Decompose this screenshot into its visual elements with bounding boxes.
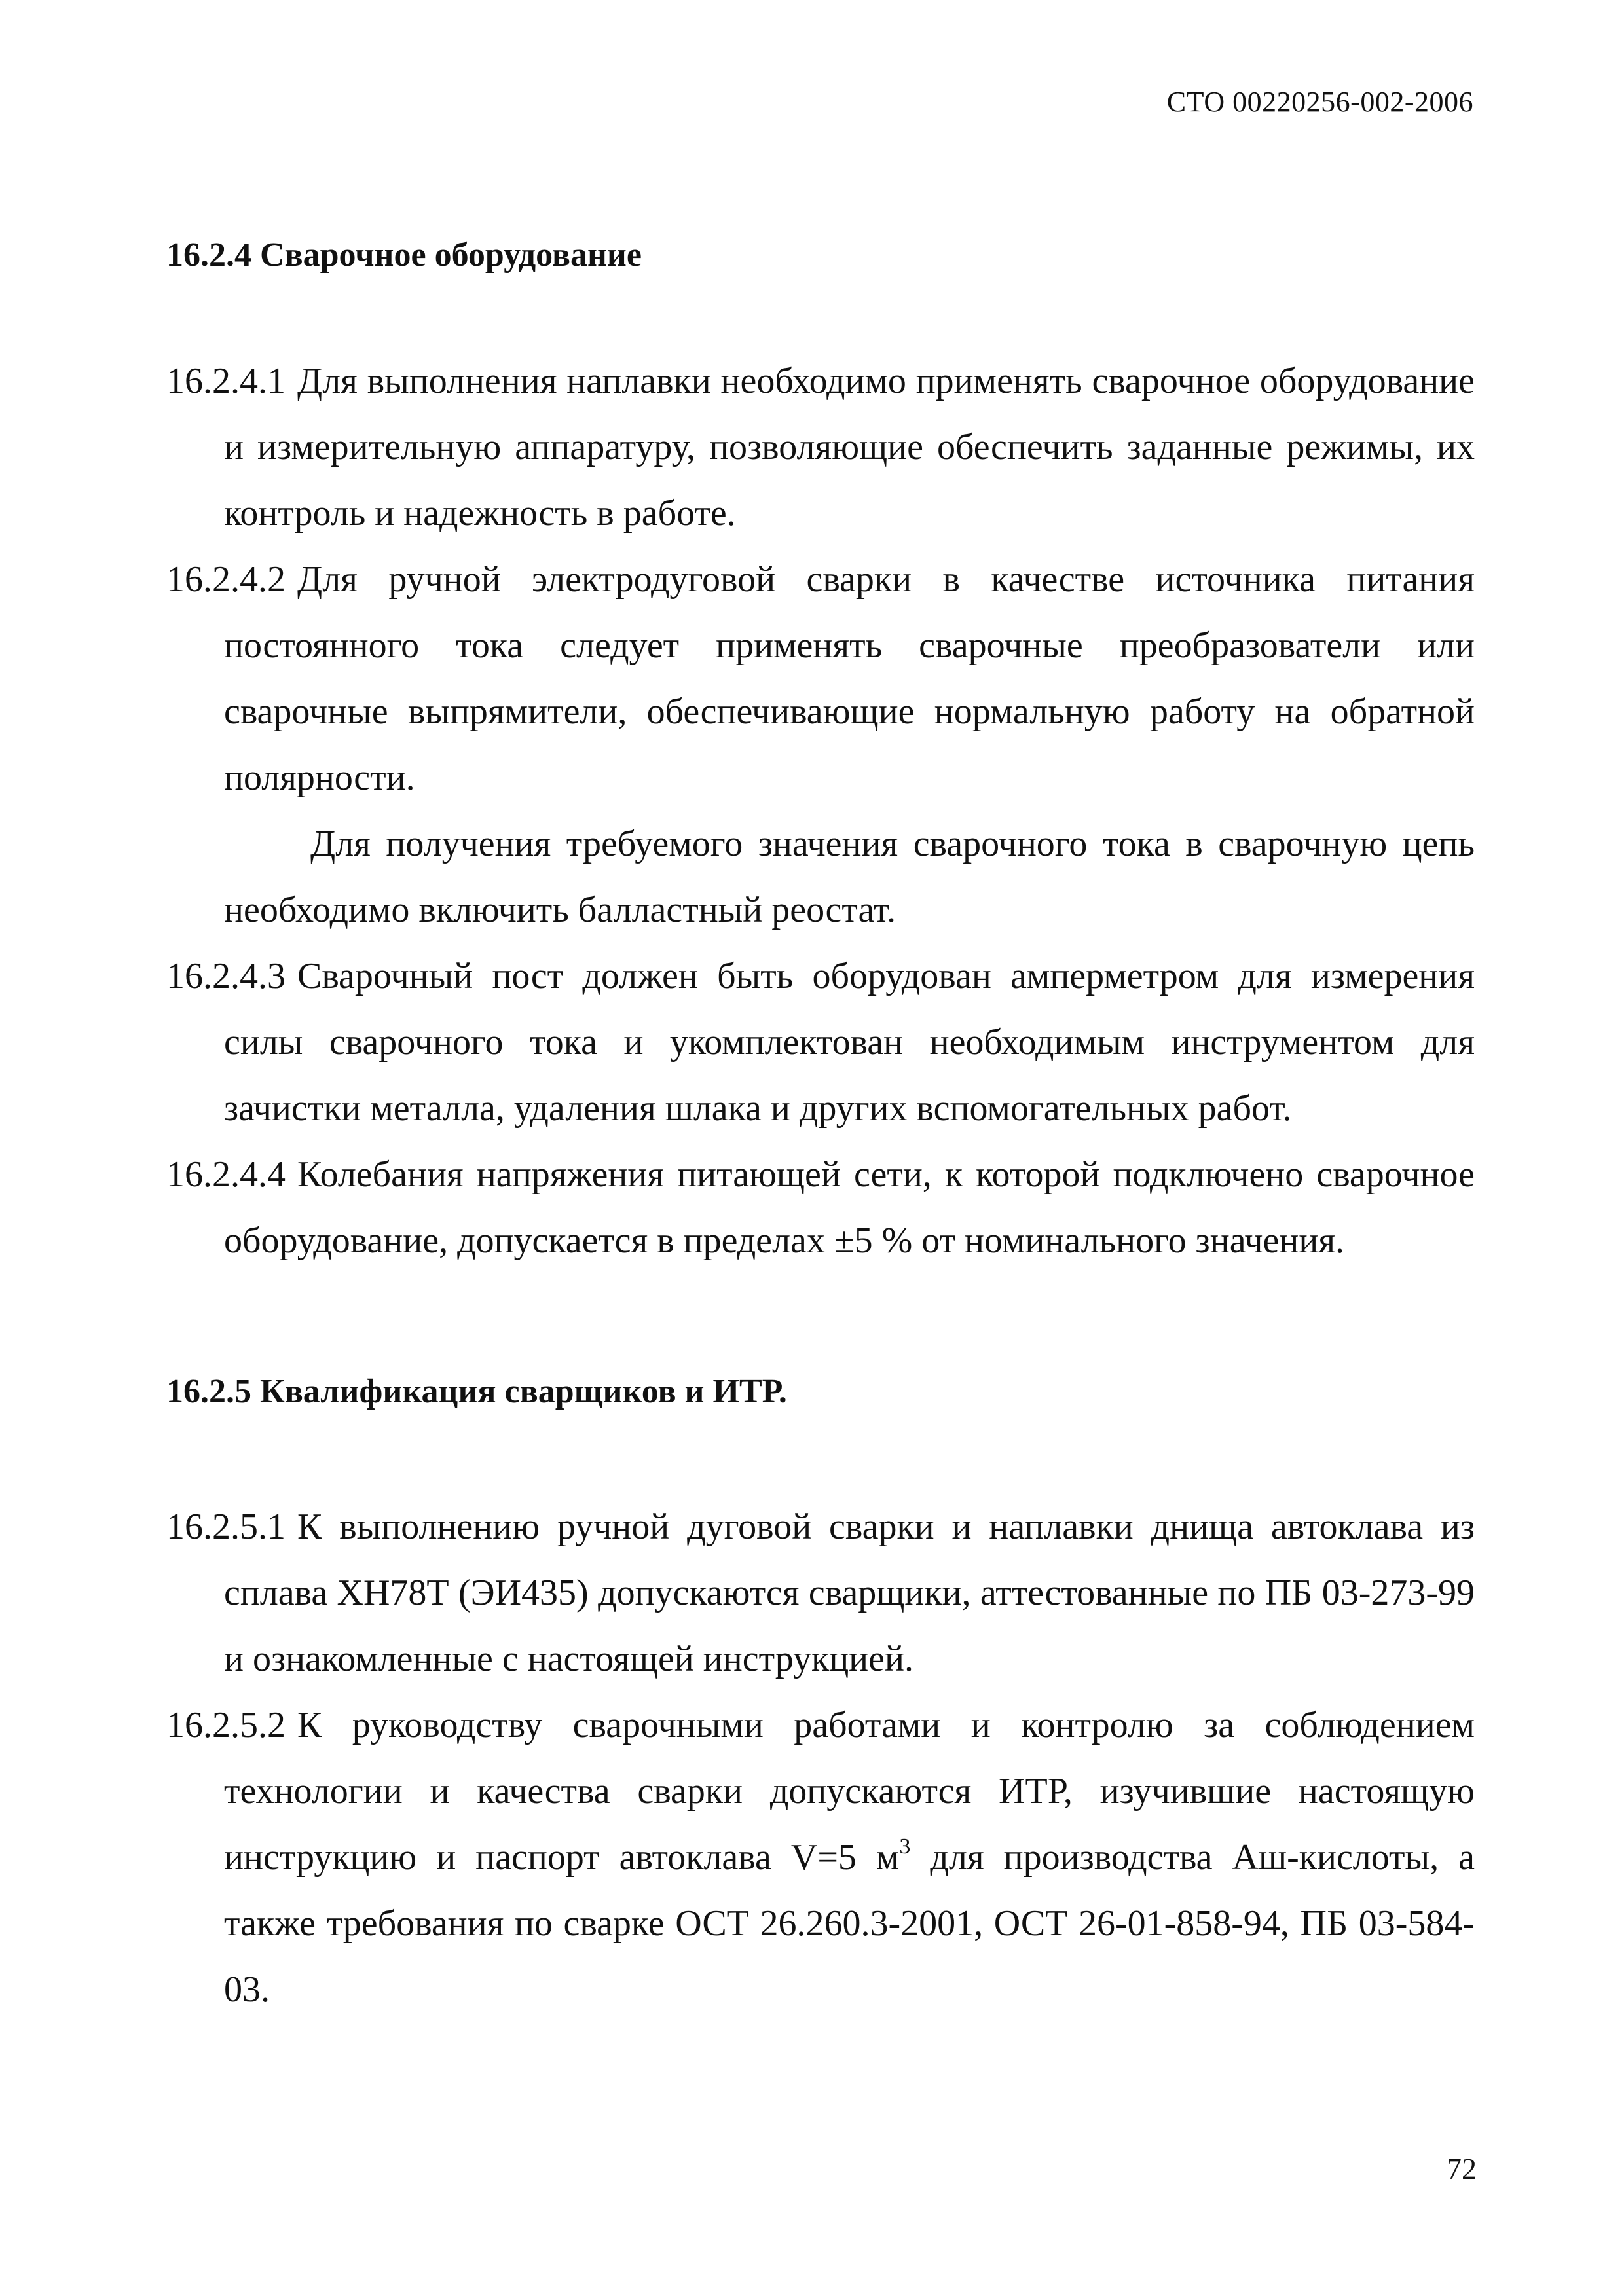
clause-text: К выполнению ручной дуговой сварки и наплавки днища автоклава из сплава ХН78Т (ЭИ435) допускаются сварщики, аттестованные по ПБ 03-273-99 и ознакомленные с настоящей инструкцией. bbox=[224, 1506, 1475, 1679]
clause-16-2-4-2 bbox=[166, 547, 1475, 811]
clause-16-2-4-4 bbox=[166, 1142, 1475, 1274]
clause-number: 16.2.4.1 bbox=[166, 361, 286, 401]
clause-16-2-4-1 bbox=[166, 348, 1475, 547]
page-number: 72 bbox=[1447, 2152, 1477, 2185]
document-code: СТО 00220256-002-2006 bbox=[1166, 86, 1473, 118]
clause-number: 16.2.4.3 bbox=[166, 956, 286, 996]
paragraph-ballast-rheostat: Для получения требуемого значения сварочного тока в сварочную цепь необходимо включить балластный реостат. bbox=[224, 824, 1475, 930]
document-body bbox=[166, 223, 1475, 2023]
clause-text: Для выполнения наплавки необходимо применять сварочное оборудование и измерительную аппаратуру, позволяющие обеспечить заданные режимы, их контроль и надежность в работе. bbox=[224, 361, 1475, 534]
clause-number: 16.2.5.1 bbox=[166, 1506, 286, 1547]
clause-number: 16.2.4.4 bbox=[166, 1154, 286, 1195]
clause-text: Сварочный пост должен быть оборудован амперметром для измерения силы сварочного тока и укомплектован необходимым инструментом для зачистки металла, удаления шлака и других вспомогательных работ. bbox=[224, 956, 1475, 1129]
section-heading-16-2-4: 16.2.4 Сварочное оборудование bbox=[166, 236, 642, 274]
clause-text: К руководству сварочными работами и контролю за соблюдением технологии и качества сварки допускаются ИТР, изучившие настоящую инструкцию и паспорт автоклава V=5 м bbox=[224, 1705, 1475, 1878]
clause-number: 16.2.4.2 bbox=[166, 559, 286, 600]
clause-text-continued: для производства Аш-кислоты, а также требования по сварке ОСТ 26.260.3-2001, ОСТ 26-01-858-94, ПБ 03-584-03. bbox=[224, 1837, 1475, 2010]
clause-16-2-5-2 bbox=[166, 1692, 1475, 2023]
superscript-cubic: 3 bbox=[899, 1834, 911, 1859]
section-heading-16-2-5: 16.2.5 Квалификация сварщиков и ИТР. bbox=[166, 1373, 787, 1410]
clause-text: Колебания напряжения питающей сети, к которой подключено сварочное оборудование, допускается в пределах ±5 % от номинального значения. bbox=[224, 1154, 1475, 1261]
clause-number: 16.2.5.2 bbox=[166, 1705, 286, 1745]
clause-16-2-4-3 bbox=[166, 943, 1475, 1142]
clause-16-2-5-1 bbox=[166, 1494, 1475, 1692]
clause-text: Для ручной электродуговой сварки в качестве источника питания постоянного тока следует применять сварочные преобразователи или сварочные выпрямители, обеспечивающие нормальную работу на обратной полярности. bbox=[224, 559, 1475, 798]
